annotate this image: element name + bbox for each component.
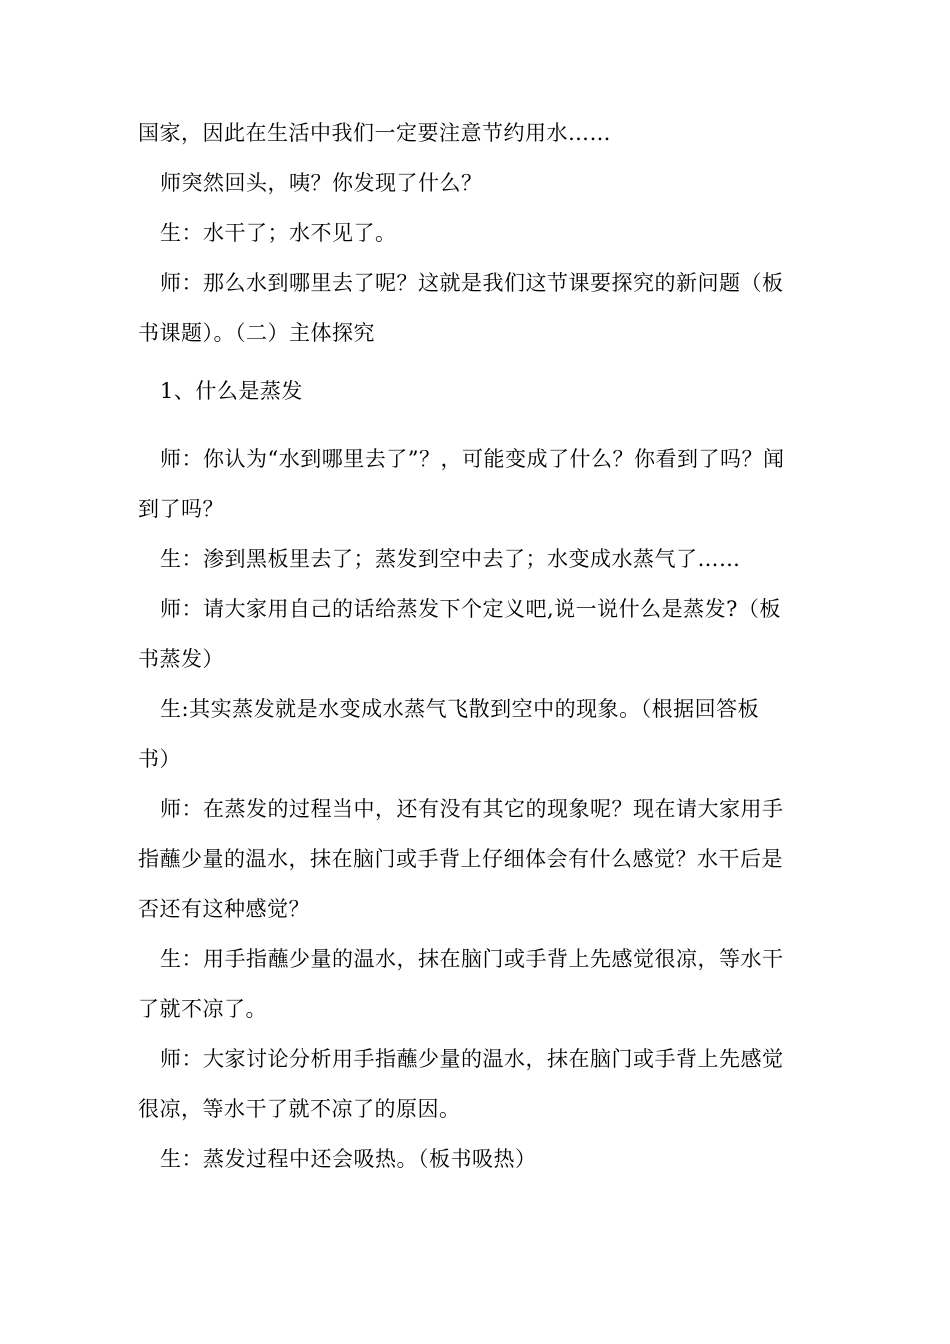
text-line: 书蒸发）	[138, 647, 224, 671]
text-line: 生：用手指蘸少量的温水，抹在脑门或手背上先感觉很凉，等水干	[160, 947, 784, 971]
section-heading: 1、什么是蒸发	[160, 379, 303, 403]
text-line: 国家，因此在生活中我们一定要注意节约用水……	[138, 121, 611, 145]
text-line: 书）	[138, 747, 181, 771]
text-line: 师：大家讨论分析用手指蘸少量的温水，抹在脑门或手背上先感觉	[160, 1047, 784, 1071]
text-line: 指蘸少量的温水，抹在脑门或手背上仔细体会有什么感觉？水干后是	[138, 847, 783, 871]
text-line: 师：请大家用自己的话给蒸发下个定义吧,说一说什么是蒸发?（板	[160, 597, 781, 621]
document-body	[138, 108, 818, 1184]
text-line: 很凉，等水干了就不凉了的原因。	[138, 1097, 461, 1121]
spacer	[138, 358, 818, 366]
text-line: 否还有这种感觉？	[138, 897, 310, 921]
text-line: 生:其实蒸发就是水变成水蒸气飞散到空中的现象。（根据回答板	[160, 697, 760, 721]
text-line: 书课题）。（二）主体探究	[138, 321, 375, 345]
text-line: 师：在蒸发的过程当中，还有没有其它的现象呢？现在请大家用手	[160, 797, 784, 821]
text-line: 到了吗？	[138, 497, 224, 521]
text-line: 生：水干了；水不见了。	[160, 221, 397, 245]
text-line: 生：蒸发过程中还会吸热。（板书吸热）	[160, 1147, 537, 1171]
spacer	[138, 416, 818, 434]
text-line: 了就不凉了。	[138, 997, 267, 1021]
text-line: 师：那么水到哪里去了呢？这就是我们这节课要探究的新问题（板	[160, 271, 784, 295]
text-line: 师突然回头，咦？你发现了什么？	[160, 171, 483, 195]
text-line: 师：你认为“水到哪里去了”？，可能变成了什么？你看到了吗？闻	[160, 447, 785, 471]
text-line: 生：渗到黑板里去了；蒸发到空中去了；水变成水蒸气了……	[160, 547, 741, 571]
